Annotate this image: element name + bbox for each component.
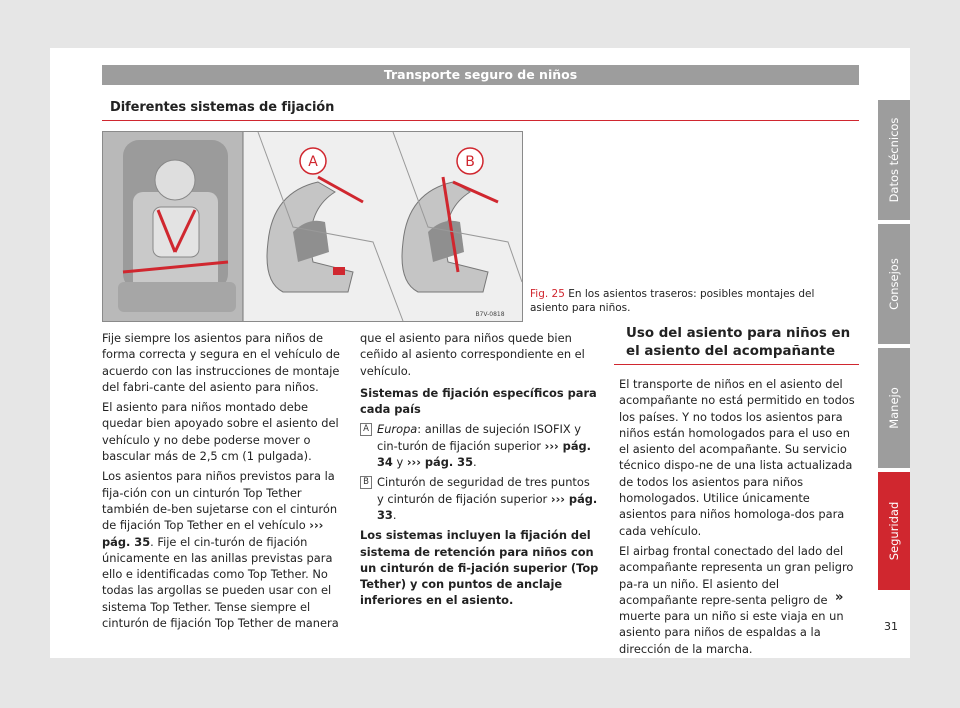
paragraph: Fije siempre los asientos para niños de forma correcta y segura en el vehículo de acuerdo con las instrucciones de montaje del fabri-cante del asiento para niños. [102, 331, 340, 394]
figure-label-a: A [308, 154, 318, 170]
tab-label: Seguridad [887, 501, 901, 561]
list-item [360, 474, 600, 523]
item-badge-a: A [360, 423, 372, 436]
figure-number: Fig. 25 [530, 288, 565, 300]
page-reference-link[interactable]: ››› pág. 35 [406, 455, 474, 470]
item-text: . [473, 455, 477, 470]
column-right [619, 376, 859, 661]
bold-paragraph: Los sistemas incluyen la fijación del sistema de retención para niños con un cinturón de fi-jación superior (Top Tether) y con puntos de anclaje inferiores en el asiento. [360, 528, 599, 608]
tab-label: Manejo [887, 387, 901, 429]
paragraph-text: Los asientos para niños previstos para la fija-ción con un cinturón Top Tether también de-ben sujetarse con el cinturón de fijación Top Tether en el vehículo [102, 469, 338, 533]
tab-datos-tecnicos[interactable] [878, 100, 910, 220]
figure-label-b: B [465, 154, 475, 170]
list-item [360, 421, 600, 470]
paragraph: que el asiento para niños quede bien ceñido al asiento correspondiente en el vehículo. [360, 331, 585, 378]
item-emphasis: Europa [377, 422, 418, 437]
tab-seguridad[interactable] [878, 472, 910, 590]
continue-mark: » [835, 590, 844, 605]
item-text: : anillas de sujeción ISOFIX y cin-turón de fijación superior [377, 422, 582, 453]
figure-caption [530, 287, 850, 315]
subsection-title: Uso del asiento para niños en el asiento del acompañante [626, 326, 851, 359]
tab-label: Consejos [887, 258, 901, 310]
column-left [102, 330, 344, 635]
page-number: 31 [884, 620, 898, 633]
figure-child-seats [102, 131, 523, 322]
section-title: Diferentes sistemas de fijación [110, 100, 335, 115]
chapter-header: Transporte seguro de niños [102, 65, 859, 85]
paragraph: El airbag frontal conectado del lado del acompañante representa un gran peligro pa-ra un niño. El asiento del acompañante repre-senta peligro de muerte para un niño si este viaja en un asiento para niños de espaldas a la dirección de la marcha. [619, 543, 854, 656]
paragraph: El asiento para niños montado debe quedar bien apoyado sobre el asiento del vehículo y no debe poderse mover o bascular más de 2,5 cm (1 pulgada). [102, 400, 339, 464]
page-reference-link[interactable]: ››› pág. 35 [102, 518, 324, 549]
column-middle [360, 330, 600, 613]
subsection-divider [614, 364, 859, 365]
paragraph-text: . Fije el cin-turón de fijación únicamente en las anillas previstas para ello e identificadas como Top Tether. No todas las argollas se pueden usar con el sistema Top Tether. Tense siempre el cinturón de fijación Top Tether de manera [102, 534, 339, 631]
item-text: y [392, 455, 407, 470]
figure-code: B7V-0818 [475, 311, 505, 318]
page-reference-link[interactable]: ››› pág. 34 [377, 438, 591, 470]
item-badge-b: B [360, 476, 372, 489]
tab-label: Datos técnicos [887, 117, 901, 203]
item-text: Cinturón de seguridad de tres puntos y cinturón de fijación superior [377, 475, 590, 506]
paragraph [102, 468, 344, 631]
section-divider [102, 120, 859, 121]
figure-caption-text: En los asientos traseros: posibles montajes del asiento para niños. [530, 288, 815, 314]
figure-illustration [103, 132, 522, 321]
tab-consejos[interactable] [878, 224, 910, 344]
paragraph: El transporte de niños en el asiento del acompañante no está permitido en todos los países. Y no todos los asientos para niños están homologados para el uso en el asiento del acompañante. Su servicio técnico dispo-ne de una lista actualizada de todos los asientos para niños homologados. Utilice únicamente asientos para niños homologa-dos para cada vehículo. [619, 377, 855, 538]
tab-manejo[interactable] [878, 348, 910, 468]
subheading: Sistemas de fijación específicos para cada país [360, 385, 597, 417]
item-text: . [392, 507, 397, 522]
page-reference-link[interactable]: ››› pág. 33 [377, 491, 598, 522]
